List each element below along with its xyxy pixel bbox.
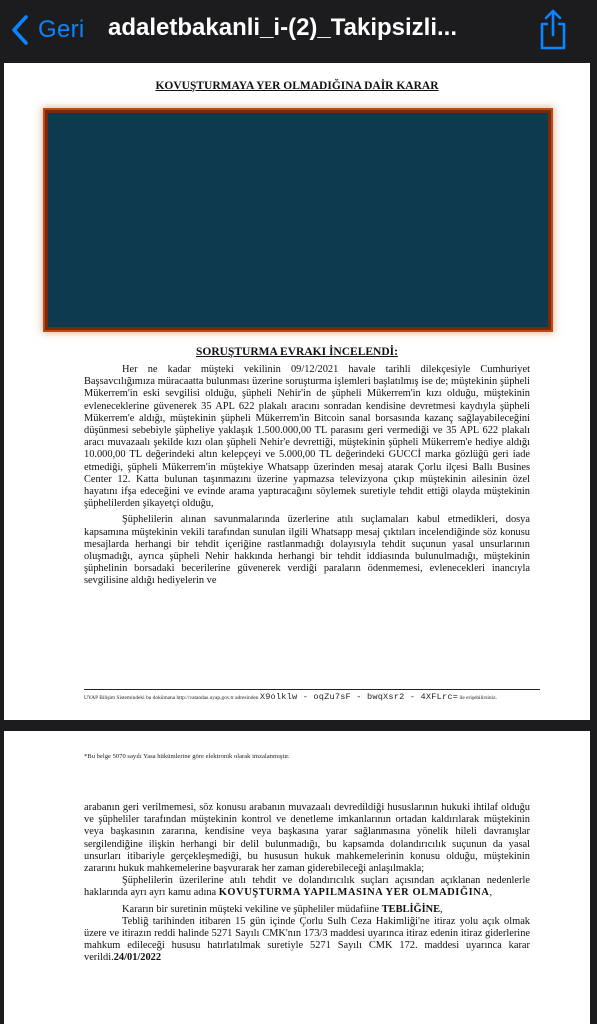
e-signature-note: *Bu belge 5070 sayılı Yasa hükümlerine göre elektronik olarak imzalanmıştır. bbox=[84, 753, 290, 760]
chevron-left-icon bbox=[10, 15, 30, 45]
decision-date: 24/01/2022 bbox=[113, 952, 162, 964]
verification-code: X9olklw - oqZu7sF - bwqXsr2 - 4XFLrc= bbox=[259, 692, 459, 702]
paragraph-5 bbox=[84, 904, 530, 916]
section-heading: SORUŞTURMA EVRAKI İNCELENDİ: bbox=[196, 346, 398, 358]
paragraph-4-end: , bbox=[489, 887, 493, 899]
share-button[interactable] bbox=[536, 8, 570, 50]
share-icon bbox=[536, 8, 570, 50]
document-title: adaletbakanli_i-(2)_Takipsizli... bbox=[108, 14, 458, 41]
document-page-2[interactable] bbox=[4, 731, 590, 1024]
paragraph-6 bbox=[84, 916, 530, 965]
footer-prefix: UYAP Bilişim Sistemindeki bu dokümana http://vatandas.uyap.gov.tr adresinden bbox=[84, 695, 259, 701]
paragraph-5-text: Kararın bir suretinin müşteki vekiline ve şüpheliler müdafiine bbox=[122, 903, 380, 915]
paragraph-5-end: , bbox=[440, 903, 443, 915]
paragraph-3: arabanın geri verilmemesi, söz konusu arabanın muvazaalı devredildiği hususlarının hukuki ihtilaf olduğu ve şüpheliler tarafından müştekinin kontrol ve denetleme imkanlarının ortadan kaldırılarak müştekinin veya başkasının zararına, kendisine veya başkasına yarar sağlanmasına yönelik hileli davranışlar sergilendiğine ilişkin herhangi bir delil bulunmadığı, bu kapsamda dolandırıcılık suçunun da yasal unsurları itibariyle gerçekleşmediği, bu hususun hukuk mahkemelerinin konusu olduğu, müştekinin zararını hukuk mahkemelerine başvurarak her zaman giderebileceği anlaşılmakla; bbox=[84, 802, 530, 875]
page1-body bbox=[84, 364, 530, 588]
footer-divider bbox=[84, 689, 540, 690]
notification-ruling: TEBLİĞİNE bbox=[381, 903, 441, 915]
page2-body bbox=[84, 802, 530, 965]
back-label: Geri bbox=[38, 16, 85, 43]
paragraph-2: Şüphelilerin alınan savunmalarında üzerlerine atılı suçlamaları kabul etmedikleri, dosya kapsamına müştekinin vekili tarafından sunulan ilgili Whatsapp mesaj çıktıları incelendiğinde söz konusu mesajlarda herhangi bir tehdit içeriğine rastlanmadığı dolayısıyla tehdit suçunun yasal unsurlarının oluşmadığı, ayrıca şüpheli Nehir hakkında herhangi bir tehdit iddiasında bulunulmadığı, müştekinin şüphelinin borsadaki becerilerine güvenerek verdiği paraların ödenmemesi, evlenecekleri inancıyla sevgilisine aldığı hediyelerin ve bbox=[84, 514, 530, 587]
uyap-footer bbox=[84, 692, 544, 702]
navigation-bar bbox=[0, 0, 597, 62]
redacted-block bbox=[48, 113, 548, 327]
decision-title: KOVUŞTURMAYA YER OLMADIĞINA DAİR KARAR bbox=[155, 80, 439, 92]
paragraph-1: Her ne kadar müşteki vekilinin 09/12/2021 havale tarihli dilekçesiyle Cumhuriyet Başsavcılığımıza müracaatta bulunması üzerine soruşturma işlemleri başlatılmış ise de; müştekinin şüpheli Mükerrem'in eski sevgilisi olduğu, şüpheli Nehir'in de şüpheli Mükerrem'in kızı olduğu, müştekinin evleneceklerine güvenerek 35 APL 622 plakalı aracını sonradan kendisine devretmesi kaydıyla şüpheli Mükerrem'e aldığı, müştekinin şüpheli Mükerrem'in Bitcoin sanal borsasında kazanç sağlayabileceğini düşünmesi sebebiyle şüpheliye yaklaşık 1.500.000,00 TL parasını geri vermediği ve 35 APL 622 plakalı aracı muvazaalı şekilde kızı olan şüpheli Nehir'e devrettiği, müştekinin şüpheli Mükerrem'e hediye aldığı 10.000,00 TL değerindeki altın kelepçeyi ve 5.000,00 TL değerindeki GUCCİ marka gözlüğü geri iade etmediği, şüpheli Mükerrem'in müştekiye Whatsapp üzerinden mesaj atarak Çorlu ilçesi Ballı Busines Center 12. Katta bulunan taşınmazını üzerine yapmazsa televizyona çıkıp müştekinin ailesinin özel hayatını ifşa edeceğini ve evinde arama yaptıracağını söylemek suretiyle tehdit ettiği olayda müştekinin şüphelilerden şikayetçi olduğu, bbox=[84, 364, 530, 510]
paragraph-4 bbox=[84, 875, 530, 899]
footer-suffix: ile erişebilirsiniz. bbox=[459, 695, 497, 701]
paragraph-4-text: Şüphelilerin üzerilerine atılı tehdit ve dolandırıcılık suçları açısından açıklanan nedenlerle haklarında ayrı ayrı kamu adına bbox=[84, 875, 530, 899]
decision-ruling: KOVUŞTURMA YAPILMASINA YER OLMADIĞINA bbox=[218, 887, 490, 899]
document-page-1[interactable] bbox=[4, 63, 590, 720]
back-button[interactable] bbox=[10, 12, 85, 48]
paragraph-6-text: Tebliğ tarihinden itibaren 15 gün içinde Çorlu Sulh Ceza Hakimliği'ne itiraz yolu açık olmak üzere ve itirazın reddi halinde 5271 Sayılı CMK'nın 173/3 maddesi uyarınca itiraz edenin itiraz giderlerine mahkum edileceği hususu hatırlatılmak suretiyle 5271 Sayılı CMK 172. maddesi uyarınca karar verildi. bbox=[84, 915, 530, 964]
